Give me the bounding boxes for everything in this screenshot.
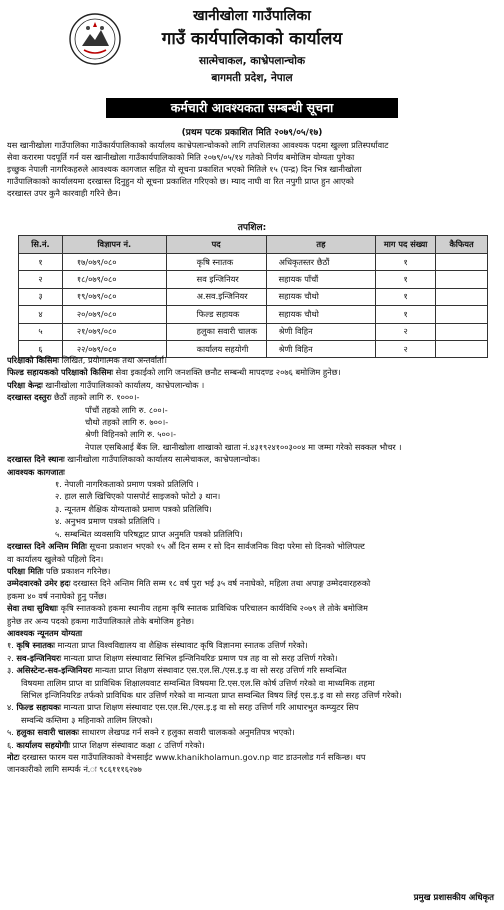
- exam-type-label: परिक्षाको किसिमः: [7, 355, 59, 365]
- exam-type-row: [7, 354, 499, 366]
- facility-line: हुनेछ तर अन्य पदको हकमा गाउँपालिकाले तोके बमोजिम हुनेछ।: [7, 615, 195, 626]
- docs-label: आवश्यक कागजातः: [7, 466, 65, 477]
- cell-count: १: [376, 306, 436, 323]
- qual-item: [7, 639, 499, 651]
- note-row: [7, 751, 499, 763]
- cell-ad-no: २२/०७९/०८०: [62, 340, 166, 357]
- qual-item: [7, 664, 499, 676]
- table-header-row: [19, 236, 488, 254]
- office-location: सात्मेचाकल, काभ्रेपलान्चोक: [198, 55, 306, 67]
- age-row: [7, 577, 499, 589]
- cell-post: हलुका सवारी चालक: [166, 323, 266, 340]
- deadline-row: [7, 540, 499, 552]
- field-exam-label: फिल्ड सहायकको परिक्षाको किसिमः: [7, 367, 114, 378]
- cell-post: अ.सव.इन्जिनियर: [166, 288, 266, 305]
- intro-line: इच्छुक नेपाली नागरिकहरुले आवश्यक कागजात सहित यो सूचना प्रकाशित भएको मितिले १५ (पन्द्र) दिन भित्र खानीखोला: [7, 164, 362, 174]
- qual-text: मान्यता प्राप्त विश्वविद्यालय वा शैक्षिक संस्थावाट कृषि विज्ञानमा स्नातक उत्तिर्ण गरेको।: [57, 640, 308, 651]
- col-header-post: पद: [166, 236, 266, 254]
- cell-remarks: [436, 323, 488, 340]
- cell-count: २: [376, 323, 436, 340]
- col-header-level: तह: [266, 236, 376, 254]
- cell-level: श्रेणी विहिन: [266, 340, 376, 357]
- age-line: हकमा ४० वर्ष ननाघेको हुनु पर्नेछ।: [7, 590, 107, 601]
- col-header-count: माग पद संख्या: [376, 236, 436, 254]
- doc-item: ३. न्यूनतम शैक्षिक योग्यताको प्रमाण पत्रको प्रतिलिपि।: [55, 503, 212, 514]
- qual-text: सम्वन्धि कम्तिमा ३ महिनाको तालिम लिएको।: [21, 714, 153, 725]
- exam-date-value: पछि प्रकाशन गरिनेछ।: [46, 565, 111, 576]
- cell-count: १: [376, 271, 436, 288]
- table-row: [19, 271, 488, 288]
- exam-type-value: लिखित, प्रयोगात्मक तथा अन्तर्वार्ता।: [61, 355, 167, 365]
- age-label: उम्मेदवारको उमेर हदः: [7, 578, 71, 589]
- cell-remarks: [436, 306, 488, 323]
- qual-item: [7, 739, 499, 751]
- publication-date: (प्रथम पटक प्रकाशित मिति २०७९/०५/१७): [181, 128, 323, 138]
- cell-ad-no: १७/०७९/०८०: [62, 254, 166, 271]
- fee-bank-line: नेपाल एसबिआई बैंक लि. खानीखोला शाखाको खाता नं.४३१९२४१००३००४ मा जम्मा गरेको सक्कल भौचर ।: [85, 441, 402, 452]
- qual-text: सिभिल इन्जिनियरिङ तर्फको प्राविधिक धार उत्तिर्ण गरेको वा मान्यता प्राप्त सम्वन्धित विषय लिई एस.इ.इ वा सो सरह उत्तिर्ण गरेको।: [21, 689, 402, 700]
- qual-text: प्राप्त शिक्षण संस्थावाट कक्षा ८ उत्तिर्ण गरेको।: [72, 739, 205, 750]
- qual-title: कार्यालय सहयोगीः: [16, 739, 71, 750]
- qual-text: साधारण लेखपढ गर्न सक्ने र हलुका सवारी चालकको अनुमतिपत्र भएको।: [81, 727, 295, 738]
- cell-level: सहायक चौथो: [266, 306, 376, 323]
- deadline-label: दरखास्त दिने अन्तिम मितिः: [7, 541, 87, 552]
- qual-title: कृषि स्नातकः: [16, 640, 55, 651]
- cell-level: सहायक पाँचौं: [266, 271, 376, 288]
- fee-line: श्रेणी विहिनको लागि रु. ५००।-: [85, 429, 177, 440]
- cell-sn: ५: [19, 323, 63, 340]
- notice-title: कर्मचारी आवश्यकता सम्बन्धी सूचना: [106, 98, 398, 118]
- cell-level: अधिकृतस्तर छैठौं: [266, 254, 376, 271]
- facility-line: कृषि स्नातकको हकमा स्थानीय तहमा कृषि स्नातक प्राविधिक परिचालन कार्यविधि २०७९ ले तोके बमोजिम: [60, 603, 368, 614]
- table-row: [19, 288, 488, 305]
- table-row: [19, 323, 488, 340]
- col-header-remarks: कैफियत: [436, 236, 488, 254]
- cell-sn: ६: [19, 340, 63, 357]
- field-exam-row: [7, 366, 499, 378]
- cell-sn: २: [19, 271, 63, 288]
- cell-post: कृषि स्नातक: [166, 254, 266, 271]
- fee-line: छैठौं तहको लागि रु. १०००।-: [54, 392, 140, 403]
- cell-remarks: [436, 254, 488, 271]
- quals-label: आवश्यक न्यूनतम योग्यता: [7, 627, 83, 638]
- qual-title: सव-इन्जिनियरः: [16, 652, 62, 663]
- submit-place-label: दरखास्त दिने स्थानः: [7, 454, 65, 465]
- age-line: दरखास्त दिने अन्तिम मिति सम्म १८ वर्ष पुरा भई ३५ वर्ष ननाघेको, महिला तथा अपाङ्ग उम्मेदवारहरुको: [73, 578, 371, 589]
- deadline-line: वा कार्यालय खुलेको पहिलो दिन।: [7, 553, 104, 564]
- center-value: खानीखोला गाउँपालिकाको कार्यालय, काभ्रेपलान्चोक ।: [45, 379, 205, 390]
- vacancy-table: [18, 235, 488, 358]
- intro-line: दरखास्त उपर कुनै कारवाही गरिने छैन।: [7, 188, 121, 198]
- intro-line: गाउँपालिकाको कार्यालयमा दरखास्त दिनुहुन यो सूचना प्रकाशित गरिएको छ। म्याद नाघी वा रित नपुगी प्राप्त हुन आएको: [7, 176, 354, 186]
- facility-label: सेवा तथा सुविधाः: [7, 603, 58, 614]
- cell-ad-no: २०/०७९/०८०: [62, 306, 166, 323]
- municipality-name: खानीखोला गाउँपालिका: [193, 8, 311, 24]
- qual-num: ४.: [7, 702, 14, 713]
- qual-title: फिल्ड सहायकः: [16, 702, 61, 713]
- cell-level: श्रेणी विहिन: [266, 323, 376, 340]
- cell-post: कार्यालय सहयोगी: [166, 340, 266, 357]
- exam-date-label: परिक्षा मितिः: [7, 565, 44, 576]
- cell-count: १: [376, 254, 436, 271]
- cell-level: सहायक चौथो: [266, 288, 376, 305]
- notice-details: [7, 354, 499, 776]
- deadline-line: सूचना प्रकाशन भएको १५ औं दिन सम्म र सो दिन सार्वजनिक विदा परेमा सो दिनको भोलिपल्ट: [89, 541, 365, 552]
- exam-date-row: [7, 565, 499, 577]
- cell-ad-no: १८/०७९/०८०: [62, 271, 166, 288]
- note-line: दरखास्त फारम यस गाउँपालिकाको वेभसाईट www.khanikholamun.gov.np वाट डाउनलोड गर्न सकिन्छ। थप: [22, 752, 366, 762]
- field-exam-value: सेवा इकाईको लागि जनशक्ति छनौट सम्बन्धी मापदण्ड २०७६ बमोजिम हुनेछ।: [115, 367, 341, 378]
- qual-item: [7, 652, 499, 664]
- qual-text: मान्यता प्राप्त शिक्षण संस्थावाट एस.एल.सि./एस.इ.इ वा सो सरह उत्तिर्ण गरि आधारभुत कम्प्युटर सिप: [63, 702, 359, 713]
- cell-sn: ४: [19, 306, 63, 323]
- note-line: जानकारीको लागि सम्पर्क नं.ः ९८६१११६२७७: [7, 764, 142, 775]
- cell-count: १: [376, 288, 436, 305]
- doc-item: ४. अनुभव प्रमाण पत्रको प्रतिलिपि ।: [55, 516, 161, 527]
- qual-text: मान्यता प्राप्त शिक्षण संस्थावाट एस.एल.सि./एस.इ.इ वा सो सरह उत्तिर्ण गरि सम्वन्धित: [94, 665, 347, 676]
- submit-place-value: खानीखोला गाउँपालिकाको कार्यालय सात्मेचाकल, काभ्रेपलान्चोक।: [67, 454, 261, 465]
- col-header-ad-no: विज्ञापन नं.: [62, 236, 166, 254]
- table-label: तपशिल:: [237, 223, 267, 233]
- qual-item: [7, 701, 499, 713]
- doc-item: १. नेपाली नागरिकताको प्रमाण पत्रको प्रतिलिपि ।: [55, 479, 199, 490]
- cell-sn: १: [19, 254, 63, 271]
- intro-line: यस खानीखोला गाउँपालिका गाउँकार्यपालिकाको कार्यालय काभ्रेपलान्चोकको लागि तपशिलका आवश्यक पदमा खुल्ला प्रतिस्पर्धावाट: [7, 140, 389, 150]
- table-row: [19, 306, 488, 323]
- cell-sn: ३: [19, 288, 63, 305]
- qual-item: [7, 726, 499, 738]
- doc-item: ५. सम्बन्धित व्यवसायि परिषद्वाट प्राप्त अनुमति पत्रको प्रतिलिपि।: [55, 528, 243, 539]
- signature-title: प्रमुख प्रशासकीय अधिकृत: [413, 893, 494, 903]
- qual-text: मान्यता प्राप्त शिक्षण संस्थावाट सिभिल इन्जिनियरिङ प्रमाण पत्र तह वा सो सरह उत्तिर्ण गरेको।: [63, 652, 338, 663]
- table-row: [19, 254, 488, 271]
- fee-label: दरखास्त दस्तुरः: [7, 392, 52, 403]
- qual-num: २.: [7, 652, 14, 663]
- cell-post: फिल्ड सहायक: [166, 306, 266, 323]
- center-row: [7, 379, 499, 391]
- cell-count: २: [376, 340, 436, 357]
- facility-row: [7, 602, 499, 614]
- qual-num: १.: [7, 640, 14, 651]
- cell-remarks: [436, 288, 488, 305]
- qual-title: असिस्टेन्ट-सव-इन्जिनियरः: [16, 665, 93, 676]
- qual-text: विषयमा तालिम प्राप्त वा प्राविधिक शिक्षालयवाट सम्वन्धित विषयमा टि.एस.एल.सि कोर्ष उत्तिर्ण गरेको वा माध्यमिक तहमा: [21, 677, 375, 688]
- intro-line: सेवा करारमा पदपूर्ति गर्न यस खानीखोला गाउँकार्यपालिकाको मिति २०७९/०५/१४ गतेको निर्णय बमोजिम योग्यता पुगेका: [7, 152, 355, 162]
- qual-num: ५.: [7, 727, 14, 738]
- cell-ad-no: २१/०७९/०८०: [62, 323, 166, 340]
- center-label: परिक्षा केन्द्रः: [7, 379, 43, 390]
- qual-num: ६.: [7, 739, 14, 750]
- intro-paragraph: [7, 139, 497, 199]
- cell-ad-no: १९/०७९/०८०: [62, 288, 166, 305]
- cell-post: सव इन्जिनियर: [166, 271, 266, 288]
- qual-title: हलुका सवारी चालकः: [16, 727, 79, 738]
- fee-row: [7, 391, 499, 403]
- qual-num: ३.: [7, 665, 14, 676]
- col-header-sn: सि.नं.: [19, 236, 63, 254]
- office-name: गाउँ कार्यपालिकाको कार्यालय: [161, 29, 343, 49]
- submit-place-row: [7, 453, 499, 465]
- note-label: नोटः: [7, 752, 20, 762]
- fee-line: चौथो तहको लागि रु. ७००।-: [85, 417, 169, 428]
- fee-line: पाँचौं तहको लागि रु. ८००।-: [85, 404, 168, 415]
- province-name: बागमती प्रदेश, नेपाल: [211, 72, 293, 84]
- doc-item: २. हाल सालै खिचिएको पासपोर्ट साइजको फोटो ३ थान।: [55, 491, 221, 502]
- cell-remarks: [436, 271, 488, 288]
